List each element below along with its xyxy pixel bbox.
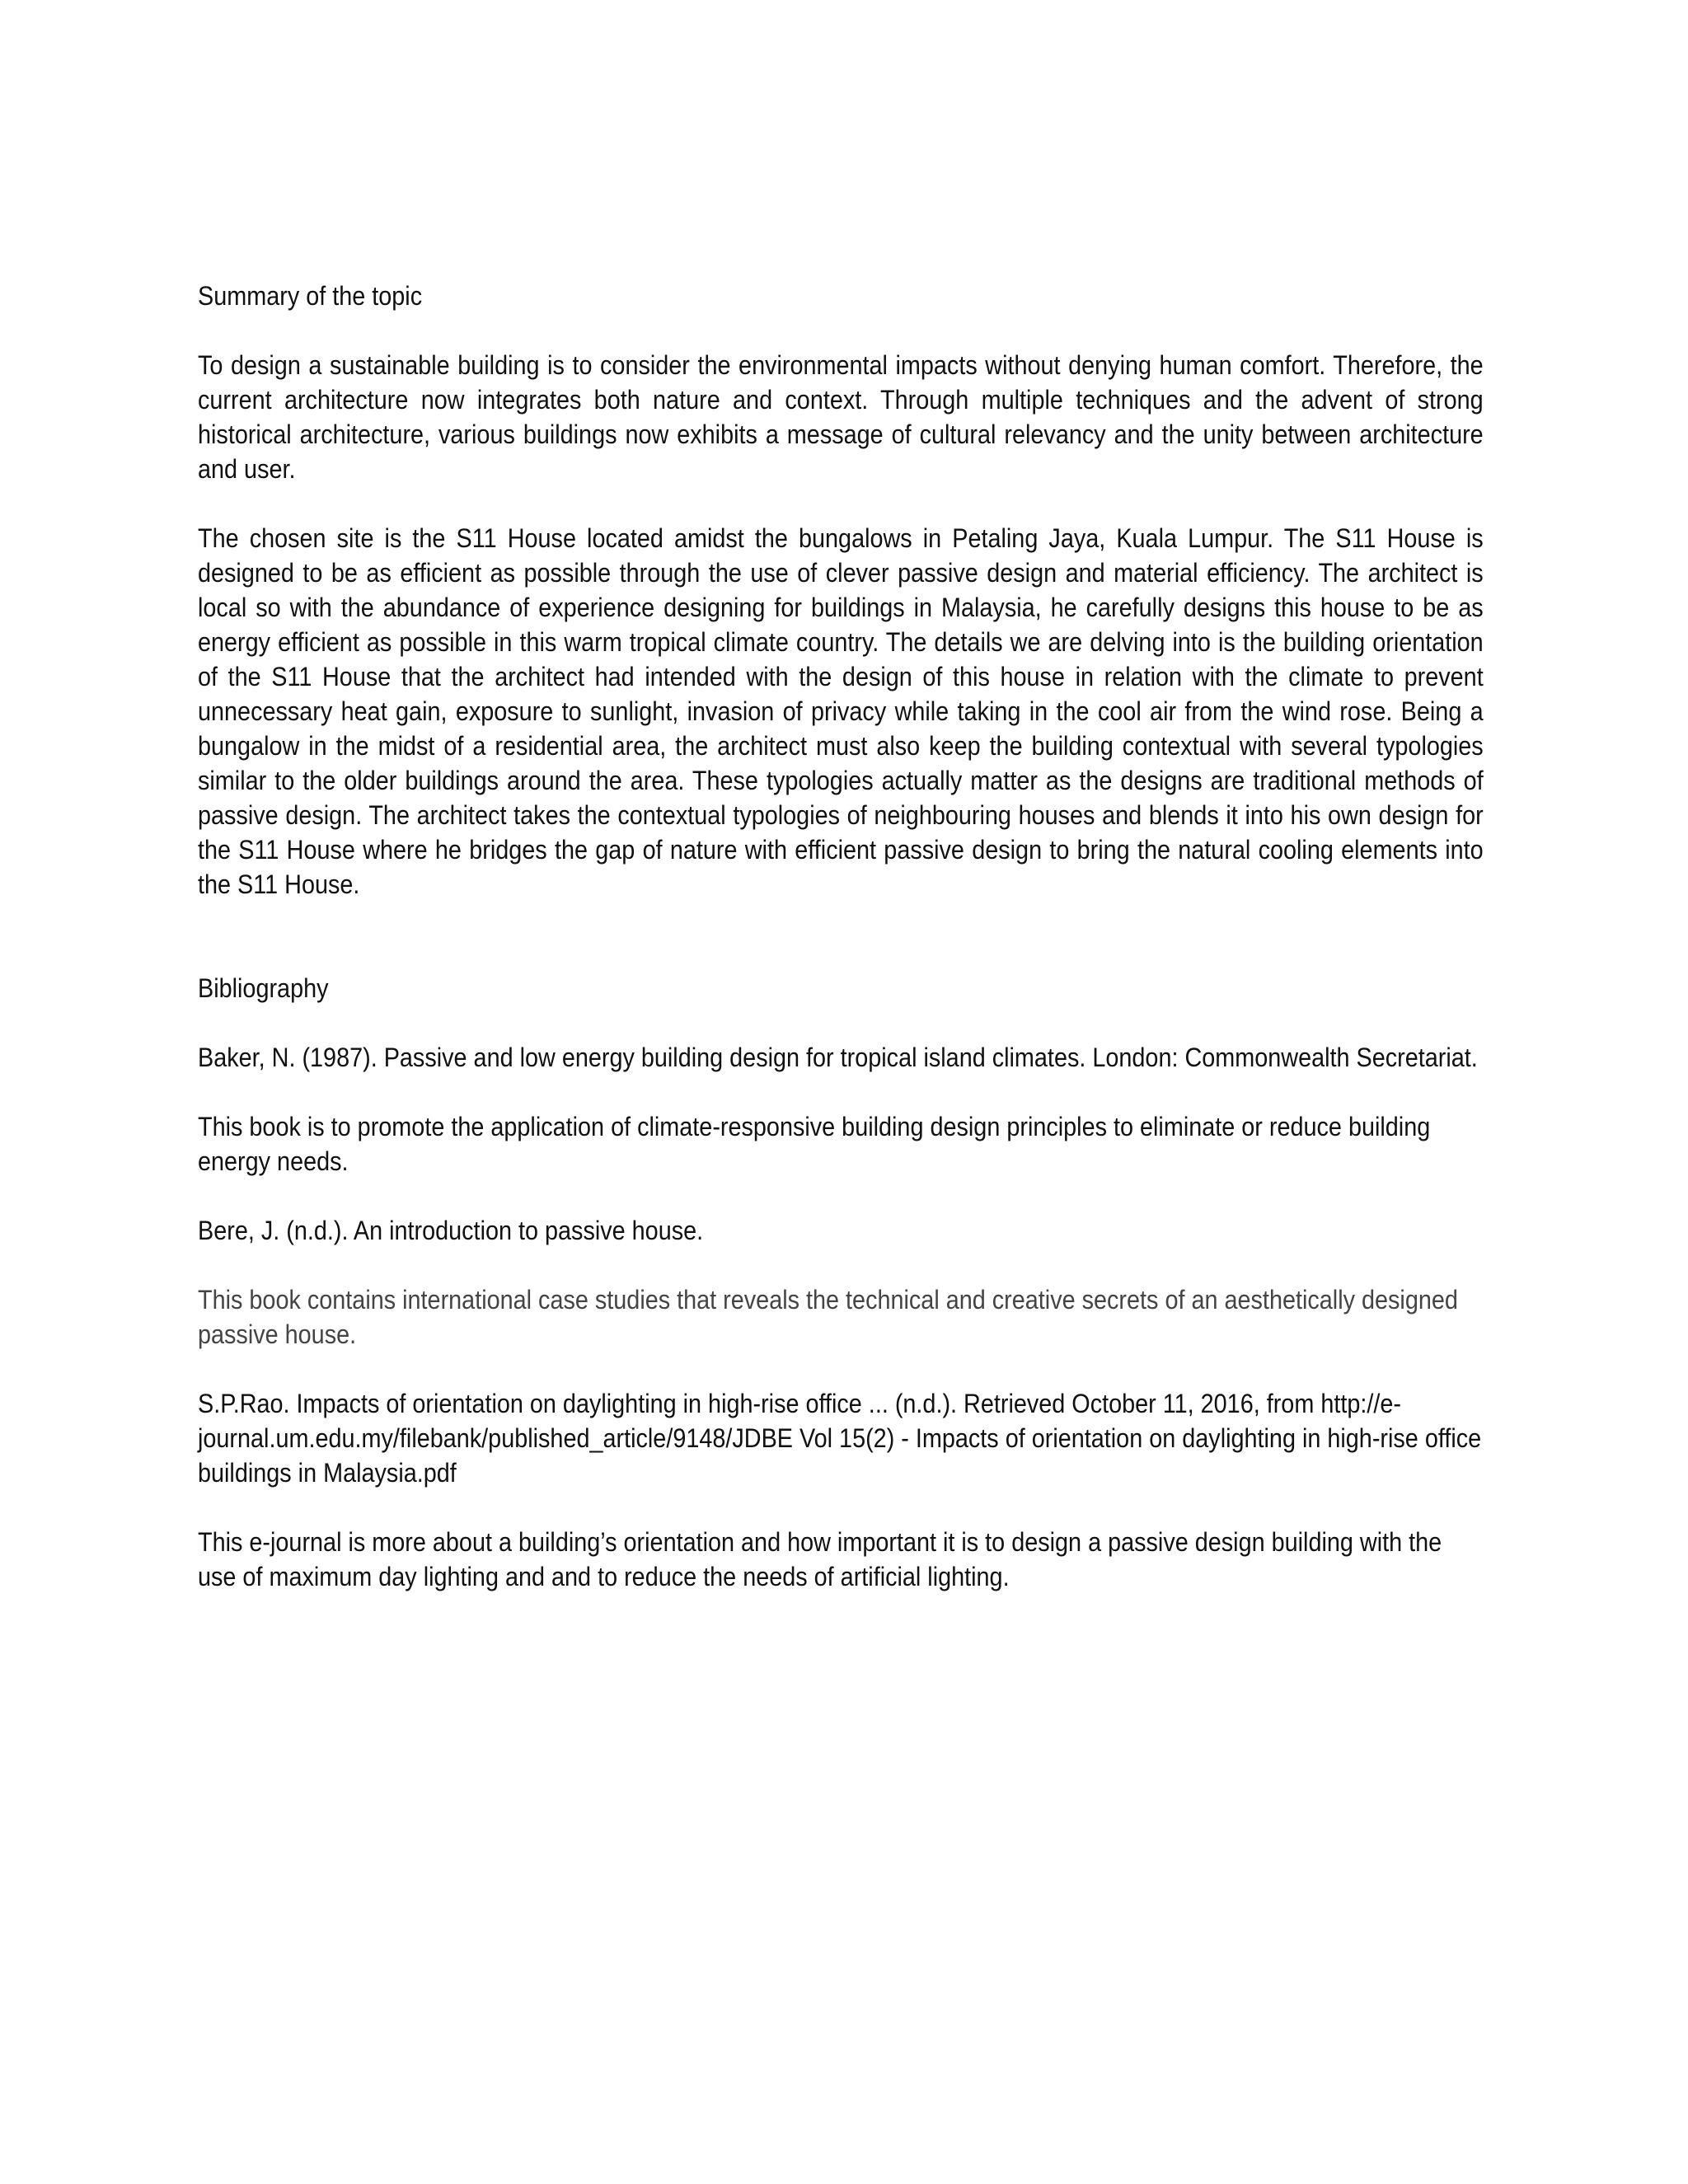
document-page bbox=[198, 279, 1484, 1594]
summary-paragraph: The chosen site is the S11 House located amidst the bungalows in Petaling Jaya, Kuala Lumpur. The S11 House is designed to be as efficient as possible through the use of clever passive design and material efficiency. The architect is local so with the abundance of experience designing for buildings in Malaysia, he carefully designs this house to be as energy efficient as possible in this warm tropical climate country. The details we are delving into is the building orientation of the S11 House that the architect had intended with the design of this house in relation with the climate to prevent unnecessary heat gain, exposure to sunlight, invasion of privacy while taking in the cool air from the wind rose. Being a bungalow in the midst of a residential area, the architect must also keep the building contextual with several typologies similar to the older buildings around the area. These typologies actually matter as the designs are traditional methods of passive design. The architect takes the contextual typologies of neighbouring houses and blends it into his own design for the S11 House where he bridges the gap of nature with efficient passive design to bring the natural cooling elements into the S11 House. bbox=[198, 523, 1484, 899]
bibliography-heading: Bibliography bbox=[198, 973, 329, 1003]
bibliography-annotation: This book is to promote the application of climate-responsive building design principles to eliminate or reduce building energy needs. bbox=[198, 1112, 1431, 1176]
bibliography-annotation: This e-journal is more about a building’s orientation and how important it is to design a passive design building with the use of maximum day lighting and and to reduce the needs of artificial lighting. bbox=[198, 1527, 1442, 1591]
bibliography-citation: Baker, N. (1987). Passive and low energy building design for tropical island climates. London: Commonwealth Secretariat. bbox=[198, 1043, 1478, 1072]
bibliography-citation: Bere, J. (n.d.). An introduction to passive house. bbox=[198, 1216, 704, 1245]
bibliography-citation: S.P.Rao. Impacts of orientation on daylighting in high-rise office ... (n.d.). Retrieved October 11, 2016, from http://e-journal.um.edu.my/filebank/published_article/9148/JDBE Vol 15(2) - Impacts of orientation on daylighting in high-rise office buildings in Malaysia.pdf bbox=[198, 1389, 1482, 1488]
bibliography-annotation: This book contains international case studies that reveals the technical and creative secrets of an aesthetically designed passive house. bbox=[198, 1285, 1458, 1349]
summary-paragraph: To design a sustainable building is to consider the environmental impacts without denying human comfort. Therefore, the current architecture now integrates both nature and context. Through multiple techniques and the advent of strong historical architecture, various buildings now exhibits a message of cultural relevancy and the unity between architecture and user. bbox=[198, 350, 1484, 484]
summary-heading: Summary of the topic bbox=[198, 281, 423, 311]
